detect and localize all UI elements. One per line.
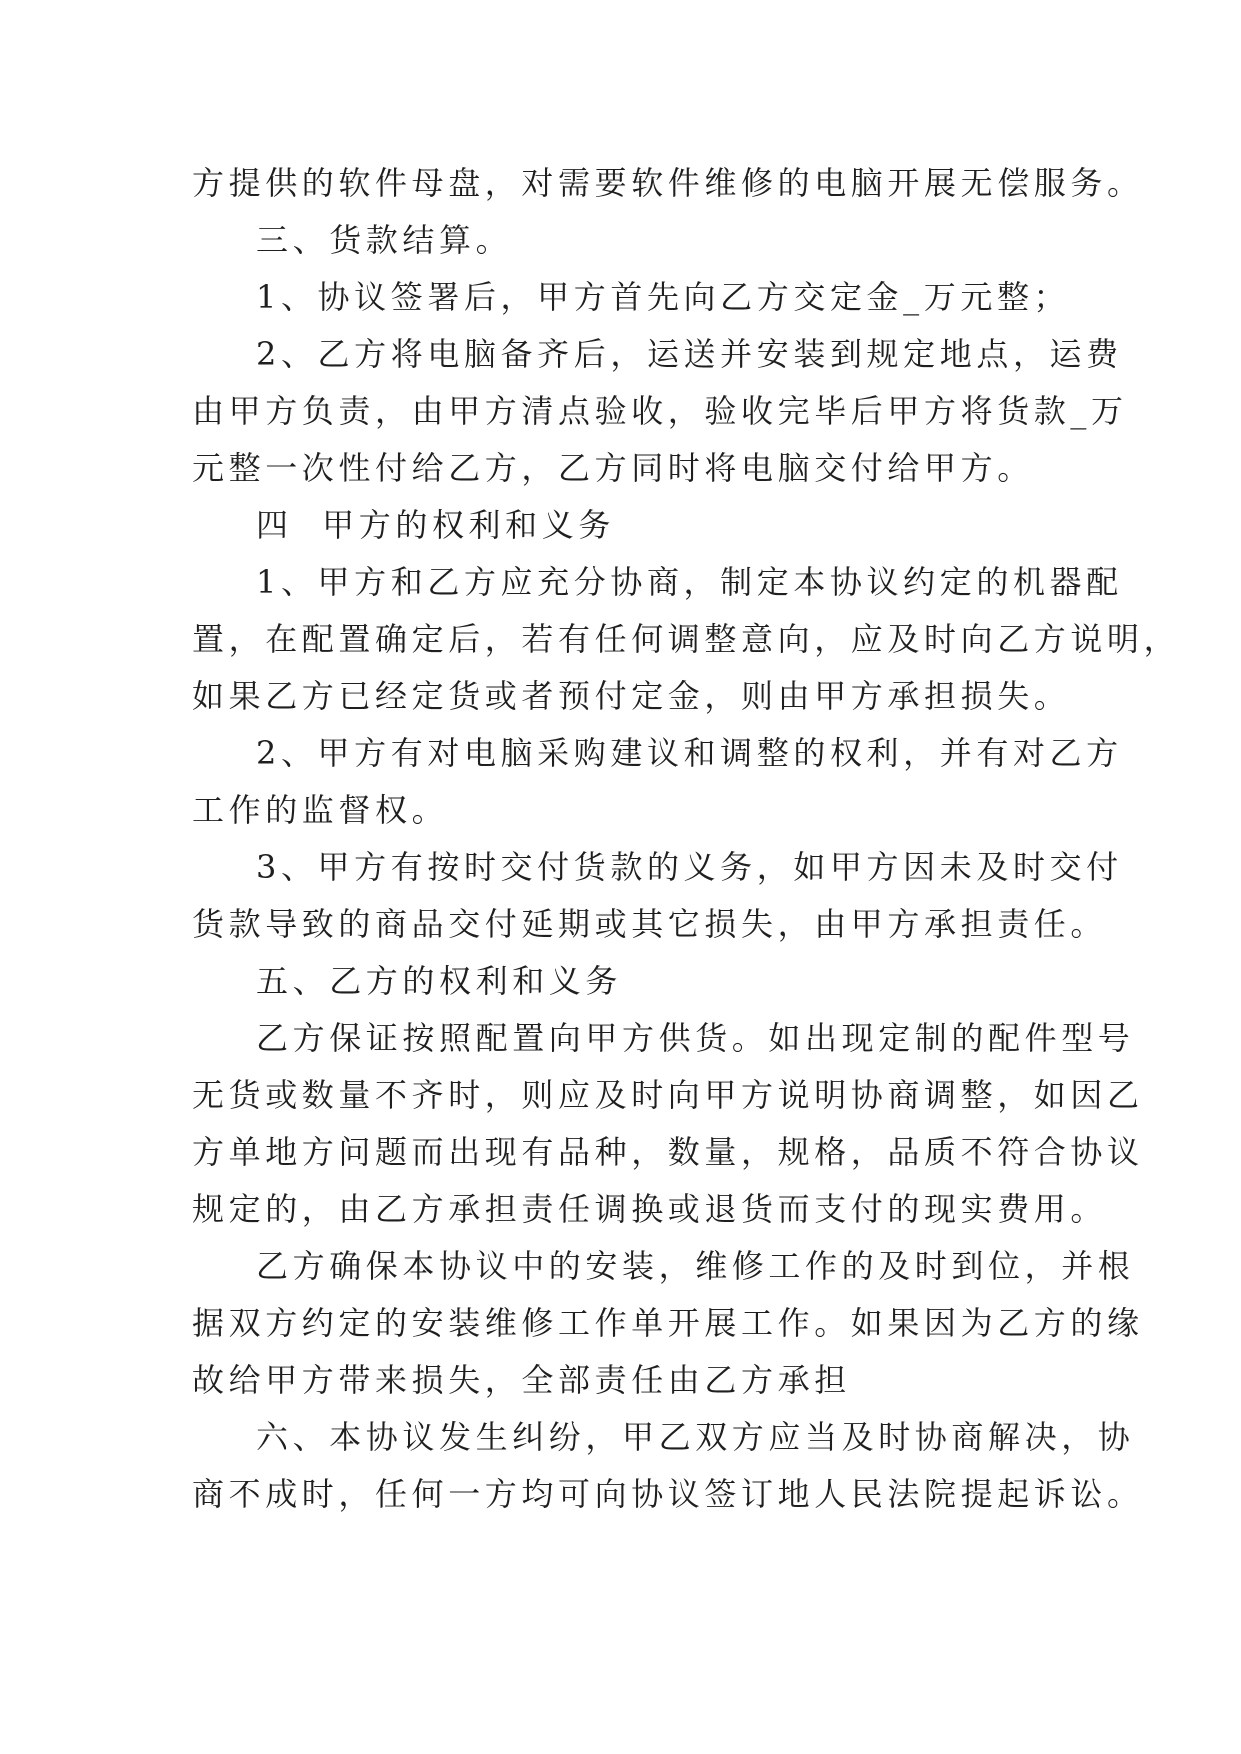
text-line: 2、乙方将电脑备齐后，运送并安装到规定地点，运费 — [256, 335, 1123, 373]
text-line: 方单地方问题而出现有品种，数量，规格，品质不符合协议 — [192, 1133, 1144, 1171]
section-heading: 六、本协议发生纠纷，甲乙双方应当及时协商解决，协 — [256, 1418, 1135, 1456]
text-line: 无货或数量不齐时，则应及时向甲方说明协商调整，如因乙 — [192, 1076, 1144, 1114]
text-line: 方提供的软件母盘，对需要软件维修的电脑开展无偿服务。 — [192, 164, 1144, 202]
text-line: 1、甲方和乙方应充分协商，制定本协议约定的机器配 — [256, 563, 1123, 601]
text-line: 乙方保证按照配置向甲方供货。如出现定制的配件型号 — [256, 1019, 1135, 1057]
text-line: 3、甲方有按时交付货款的义务，如甲方因未及时交付 — [256, 848, 1123, 886]
text-line: 据双方约定的安装维修工作单开展工作。如果因为乙方的缘 — [192, 1304, 1144, 1342]
text-line: 规定的，由乙方承担责任调换或退货而支付的现实费用。 — [192, 1190, 1108, 1228]
text-line: 由甲方负责，由甲方清点验收，验收完毕后甲方将货款_万 — [192, 392, 1128, 430]
text-line: 2、甲方有对电脑采购建议和调整的权利，并有对乙方 — [256, 734, 1123, 772]
section-heading: 五、乙方的权利和义务 — [256, 962, 623, 1000]
section-heading: 三、货款结算。 — [256, 221, 513, 259]
document-body — [192, 155, 1181, 1523]
text-line: 置，在配置确定后，若有任何调整意向，应及时向乙方说明， — [192, 620, 1181, 658]
text-line: 元整一次性付给乙方，乙方同时将电脑交付给甲方。 — [192, 449, 1034, 487]
text-line: 货款导致的商品交付延期或其它损失，由甲方承担责任。 — [192, 905, 1108, 943]
text-line: 商不成时，任何一方均可向协议签订地人民法院提起诉讼。 — [192, 1475, 1144, 1513]
text-line: 乙方确保本协议中的安装，维修工作的及时到位，并根 — [256, 1247, 1135, 1285]
text-line: 工作的监督权。 — [192, 791, 449, 829]
section-heading: 四 甲方的权利和义务 — [256, 506, 615, 544]
text-line: 如果乙方已经定货或者预付定金，则由甲方承担损失。 — [192, 677, 1071, 715]
text-line: 故给甲方带来损失，全部责任由乙方承担 — [192, 1361, 851, 1399]
text-line: 1、协议签署后，甲方首先向乙方交定金_万元整； — [256, 278, 1071, 316]
